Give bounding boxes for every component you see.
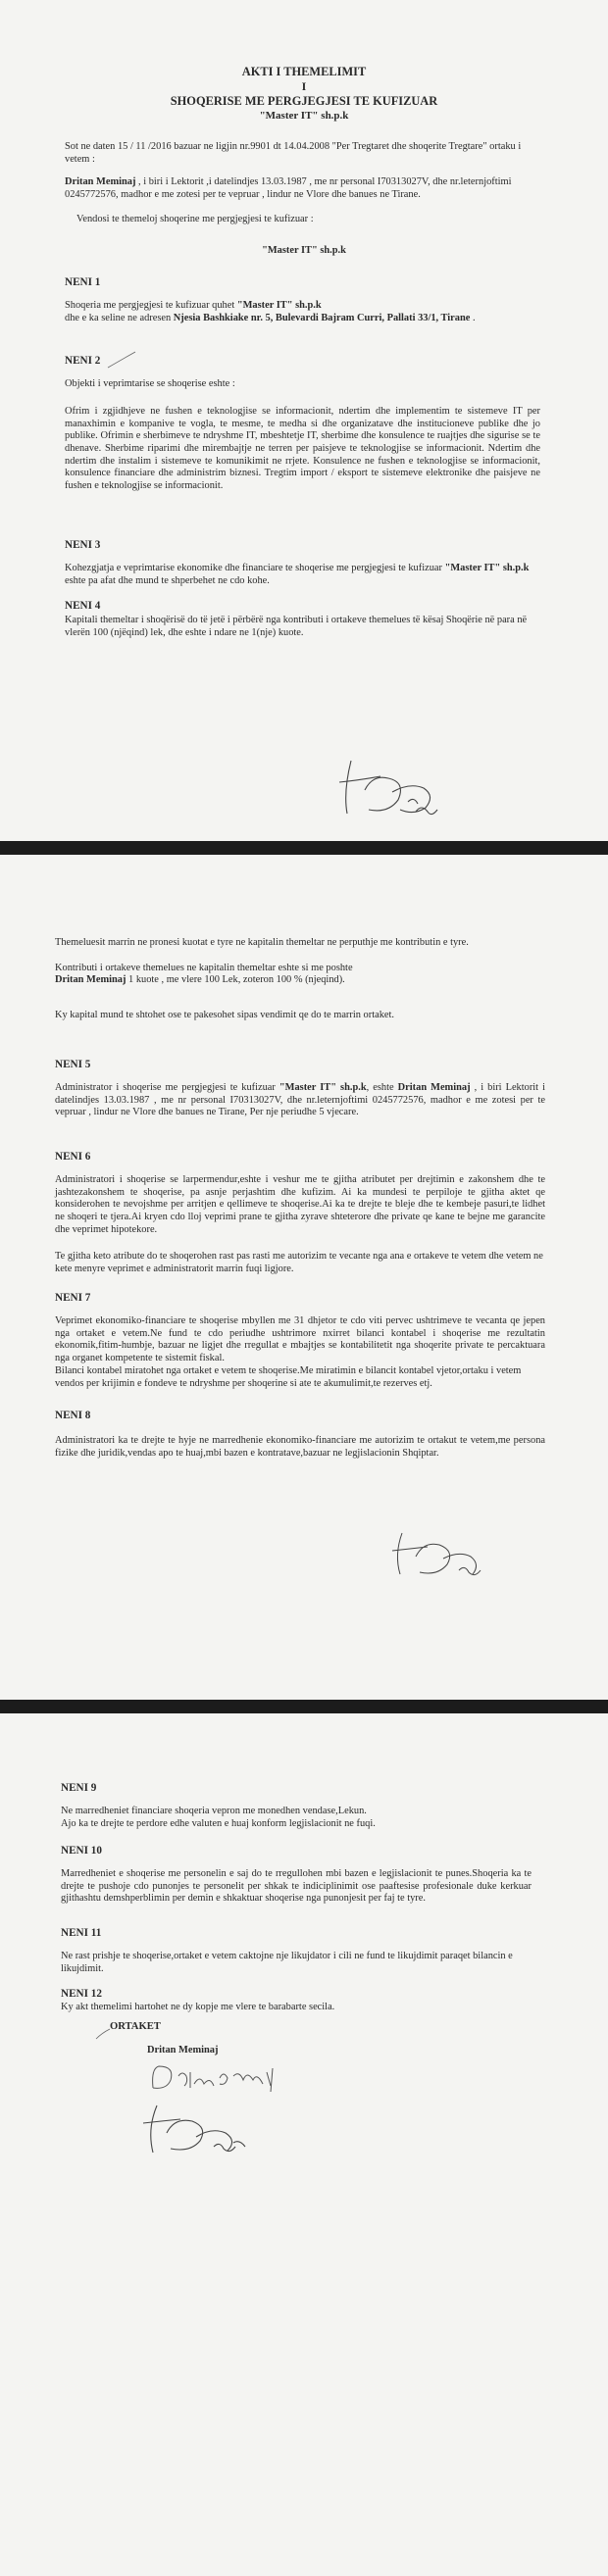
neni-4-text: Kapitali themeltar i shoqërisë do të jetë i përbërë nga kontributi i ortakeve themelues të kësaj Shoqërie në para në vlerën 100 (njëqind) lek, dhe eshte i ndare ne 1(nje) kuote. <box>65 615 528 638</box>
document-page-1 <box>0 0 608 841</box>
neni-1-address-lead: dhe e ka seline ne adresen <box>65 312 174 323</box>
document-page-2 <box>0 855 608 1700</box>
neni-9-heading: NENI 9 <box>61 1782 97 1794</box>
signature-icon <box>329 753 447 825</box>
neni-8-heading: NENI 8 <box>55 1410 91 1421</box>
neni-1-company: "Master IT" sh.p.k <box>236 300 322 311</box>
neni-12-heading: NENI 12 <box>61 1988 102 2000</box>
contribution-details: 1 kuote , me vlere 100 Lek, zoteron 100 % (njeqind). <box>126 974 345 985</box>
shares-paragraph: Themeluesit marrin ne pronesi kuotat e tyre ne kapitalin themeltar ne perputhje me kontributin e tyre. <box>55 937 469 948</box>
neni-1-end: . <box>470 312 476 323</box>
neni-5-mid: , eshte <box>366 1082 398 1093</box>
neni-5-heading: NENI 5 <box>55 1059 91 1070</box>
neni-6-heading: NENI 6 <box>55 1151 91 1163</box>
signature-icon <box>388 1525 496 1584</box>
neni-5-admin: Dritan Meminaj <box>397 1082 471 1093</box>
neni-8-text: Administratori ka te drejte te hyje ne marredhenie ekonomiko-financiare me autorizim te ortakut te vetem,me persona fizike dhe juridik,vendas apo te huaj,mbi bazen e kontratave,bazuar ne legjislacionin Shqiptar. <box>55 1435 545 1459</box>
neni-5-company: "Master IT" sh.p.k <box>279 1082 367 1093</box>
neni-3-company: "Master IT" sh.p.k <box>444 563 530 573</box>
handwritten-signature-icon <box>145 2058 292 2098</box>
neni-10-text: Marredheniet e shoqerise me personelin e saj do te rregullohen mbi bazen e legjislacionit te punes.Shoqeria ka te drejte te pushoje cdo punonjes te personelit per shkak te indiciplinimit ose paaftesise profesionale duke kerkuar gjithashtu demshperblimin per demin e shkaktuar shoqerise nga punonjesit per faj te tyre. <box>61 1868 532 1905</box>
founder-name: Dritan Meminaj <box>65 176 136 187</box>
signer-name: Dritan Meminaj <box>147 2045 219 2056</box>
neni-2-intro: Objekti i veprimtarise se shoqerise eshte : <box>65 378 235 389</box>
neni-11-heading: NENI 11 <box>61 1927 102 1939</box>
neni-5-text <box>55 1082 545 1119</box>
company-name-header: "Master IT" sh.p.k <box>259 110 349 122</box>
neni-3-text <box>65 563 540 587</box>
neni-1-text <box>65 300 540 324</box>
founder-details: , i biri i Lektorit ,i datelindjes 13.03.1987 , me nr personal I70313027V, dhe nr.leternjoftimi 0245772576, madhor e me zotesi per te vepruar , lindur ne Vlore dhe banues ne Tirane. <box>65 176 512 200</box>
contribution-line <box>55 974 545 987</box>
document-subtitle: SHOQERISE ME PERGJEGJESI TE KUFIZUAR <box>170 94 438 108</box>
signature-icon <box>137 2100 255 2160</box>
neni-7-heading: NENI 7 <box>55 1292 91 1304</box>
contribution-paragraph: Kontributi i ortakeve themelues ne kapitalin themeltar eshte si me poshte <box>55 963 353 973</box>
pen-mark-icon <box>106 349 139 371</box>
neni-2-heading: NENI 2 <box>65 355 101 367</box>
neni-5-lead: Administrator i shoqerise me pergjegjesi te kufizuar <box>55 1082 279 1093</box>
founder-paragraph <box>65 176 540 201</box>
pen-mark-icon <box>94 2027 114 2041</box>
contributor-name: Dritan Meminaj <box>55 974 127 985</box>
neni-3-end: eshte pa afat dhe mund te shperbehet ne cdo kohe. <box>65 574 270 586</box>
neni-7-text-2: Bilanci kontabel miratohet nga ortaket e vetem te shoqerise.Me miratimin e bilancit kontabel vjetor,ortaku i vetem vendos per krijimin e fondeve te ndryshme per shoqerine si ate te akumulimit,te rezerves etj. <box>55 1365 522 1389</box>
neni-6-text-2: Te gjitha keto atribute do te shoqerohen rast pas rasti me autorizim te vecante nga ana e ortakeve te vetem dhe vetem ne kete menyre veprimet e administratorit marrin fuqi ligjore. <box>55 1251 543 1274</box>
intro-paragraph: Sot ne daten 15 / 11 /2016 bazuar ne ligjin nr.9901 dt 14.04.2008 "Per Tregtaret dhe shoqerite Tregtare" ortaku i vetem : <box>65 141 522 165</box>
ortaket-label: ORTAKET <box>110 2021 161 2032</box>
capital-change-paragraph: Ky kapital mund te shtohet ose te pakesohet sipas vendimit qe do te marrin ortaket. <box>55 1010 394 1020</box>
document-title: AKTI I THEMELIMIT <box>241 65 367 78</box>
neni-7-text: Veprimet ekonomiko-financiare te shoqerise mbyllen me 31 dhjetor te cdo viti pervec ushtrimeve te vecanta qe jepen nga ortaket e vetem.Ne fund te cdo periudhe ushtrimore nxirret bilanci kontabel i shoqerise me rezultatin ekonomik,fitim-humbje, bazuar ne ligjet dhe rregullat e mbajtjes se kontabilitetit nga shoqerite private te percaktuara nga organet kompetente te sistemit fiskal. <box>55 1315 545 1364</box>
neni-3-lead: Kohezgjatja e veprimtarise ekonomike dhe financiare te shoqerise me pergjegjesi te kufizuar <box>65 563 445 573</box>
neni-1-heading: NENI 1 <box>65 276 101 288</box>
neni-1-address: Njesia Bashkiake nr. 5, Bulevardi Bajram Curri, Pallati 33/1, Tirane <box>173 312 471 323</box>
neni-5-details: , i biri Lektorit i datelindjes 13.03.1987 , me nr personal I70313027V, dhe nr.leternjoftimi 0245772576, madhor e me zotesi per te vepruar , lindur ne Vlore dhe banues ne Tirane, Per nje periudhe 5 vjecare. <box>55 1082 545 1118</box>
neni-9-text-2: Ajo ka te drejte te perdore edhe valuten e huaj konform legjislacionit ne fuqi. <box>61 1818 376 1829</box>
neni-9-text: Ne marredheniet financiare shoqeria vepron me monedhen vendase,Lekun. <box>61 1806 367 1816</box>
intro-decision: Vendosi te themeloj shoqerine me pergjegjesi te kufizuar : <box>76 214 314 224</box>
neni-6-text: Administratori i shoqerise se larpermendur,eshte i veshur me te gjitha atributet per drejtimin e zakonshem dhe te jashtezakonshem te shoqerise, pa asnje perjashtim dhe kufizim. Ai ka mundesi te perpiloje te gjitha aktet qe konsiderohen te nevojshme per arritjen e qellimeve te shoqerise.Ai ka te drejte te bleje dhe te kembeje pasuri,te lidhet ne shoqeri te tjera.Ai kryen cdo lloj veprimi prane te gjitha zyrave shteterore dhe private qe kane te bejne me garancite dhe veprimet hipotekore. <box>55 1174 545 1235</box>
company-name-centered: "Master IT" sh.p.k <box>262 245 346 256</box>
neni-4-heading: NENI 4 <box>65 600 101 612</box>
document-title-connector: I <box>301 79 307 93</box>
neni-1-lead: Shoqeria me pergjegjesi te kufizuar quhet <box>65 300 237 311</box>
neni-12-text: Ky akt themelimi hartohet ne dy kopje me vlere te barabarte secila. <box>61 2002 335 2012</box>
neni-3-heading: NENI 3 <box>65 539 101 551</box>
neni-11-text: Ne rast prishje te shoqerise,ortaket e vetem caktojne nje likujdator i cili ne fund te likujdimit paraqet bilancin e likujdimit. <box>61 1951 513 1974</box>
document-page-3 <box>0 1713 608 2576</box>
neni-2-text: Ofrim i zgjidhjeve ne fushen e teknologjise se informacionit, ndertim dhe implementim te sistemeve IT per manaxhimin e kompanive te vogla, te mesme, te medha si dhe organizatave dhe institucioneve publike dhe jo publike. Ofrimin e sherbimeve te ndryshme IT, mbeshtetje IT, sherbime dhe konsulence te ruajtjes dhe sigurise se te dhenave. Sherbime riparimi dhe mirembajtje ne terren per paisjeve te teknologjise se informacionit. Ndertim dhe ndertim dhe instalim i sistemeve te komunikimit ne rrjete. Konsulence ne fushen e teknologjise se informacionit, konsulence financiare dhe administrim biznesi. Tregtim import / eksport te sistemeve elektronike dhe paisjeve ne fushen e teknologjise se informacionit. <box>65 406 540 492</box>
neni-10-heading: NENI 10 <box>61 1845 102 1857</box>
